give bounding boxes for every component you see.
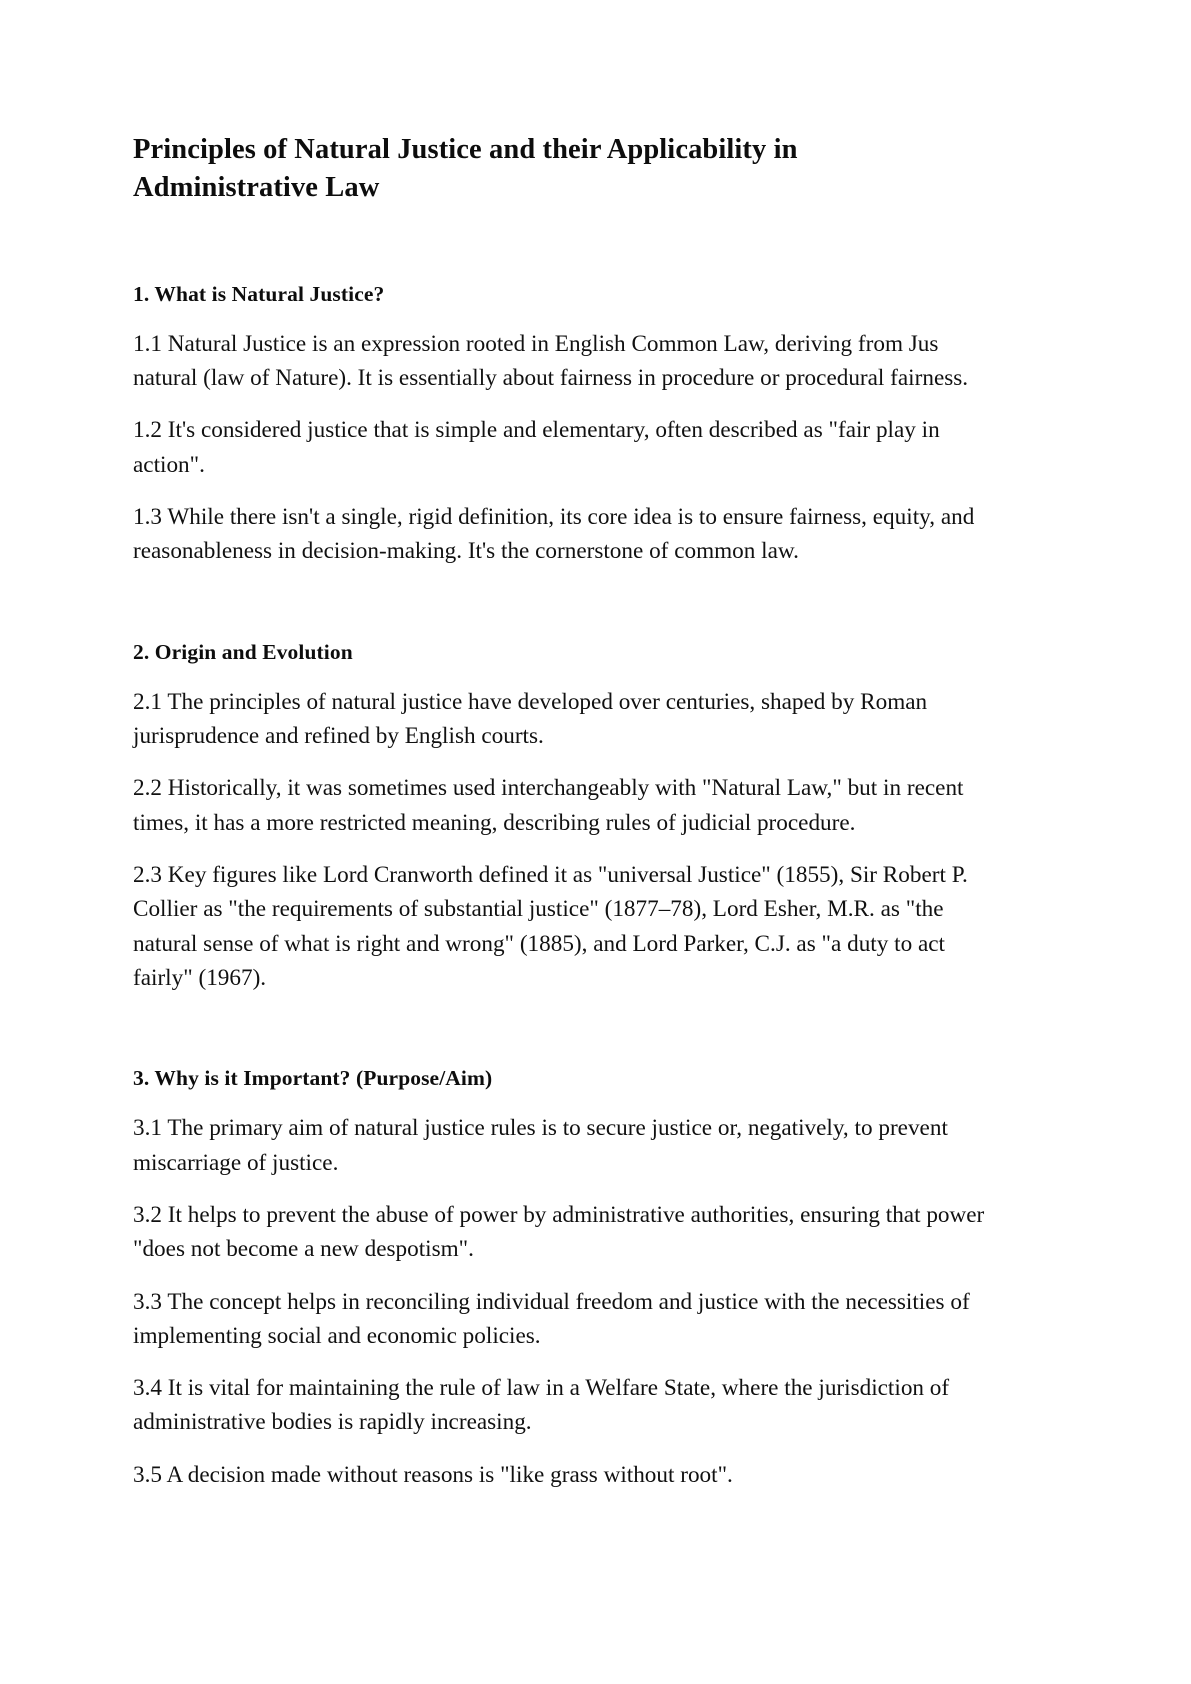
section-2-heading: 2. Origin and Evolution	[133, 639, 353, 664]
paragraph-3-3: 3.3 The concept helps in reconciling individual freedom and justice with the necessities of implementing social and economic policies.	[133, 1288, 970, 1349]
section-3-heading: 3. Why is it Important? (Purpose/Aim)	[133, 1066, 493, 1091]
paragraph-1-1: 1.1 Natural Justice is an expression rooted in English Common Law, deriving from Jus natural (law of Nature). It is essentially about fairness in procedure or procedural fairness.	[133, 330, 969, 392]
section-3	[133, 1065, 985, 1492]
paragraph-2-3: 2.3 Key figures like Lord Cranworth defined it as "universal Justice" (1855), Sir Robert P. Collier as "the requirements of substantial justice" (1877–78), Lord Esher, M.R. as "the natural sense of what is right and wrong" (1885), and Lord Parker, C.J. as "a duty to act fairly" (1967).	[133, 861, 968, 991]
paragraph-3-5: 3.5 A decision made without reasons is "like grass without root".	[133, 1461, 733, 1488]
paragraph-2-1: 2.1 The principles of natural justice have developed over centuries, shaped by Roman jurisprudence and refined by English courts.	[133, 688, 928, 749]
paragraph-3-4: 3.4 It is vital for maintaining the rule of law in a Welfare State, where the jurisdiction of administrative bodies is rapidly increasing.	[133, 1375, 950, 1436]
paragraph-3-1: 3.1 The primary aim of natural justice rules is to secure justice or, negatively, to prevent miscarriage of justice.	[133, 1115, 948, 1176]
section-1	[133, 281, 985, 569]
paragraph-2-2: 2.2 Historically, it was sometimes used interchangeably with "Natural Law," but in recent times, it has a more restricted meaning, describing rules of judicial procedure.	[133, 775, 964, 836]
paragraph-1-3: 1.3 While there isn't a single, rigid definition, its core idea is to ensure fairness, equity, and reasonableness in decision-making. It's the cornerstone of common law.	[133, 504, 975, 565]
title-spacer	[133, 207, 985, 281]
section-1-heading: 1. What is Natural Justice?	[133, 281, 385, 306]
paragraph-3-2: 3.2 It helps to prevent the abuse of power by administrative authorities, ensuring that power "does not become a new despotism".	[133, 1201, 985, 1263]
paragraph-1-2: 1.2 It's considered justice that is simple and elementary, often described as "fair play in action".	[133, 417, 940, 478]
section-2	[133, 639, 985, 996]
section-spacer-2	[133, 995, 985, 1065]
section-spacer-1	[133, 569, 985, 639]
page-title: Principles of Natural Justice and their Applicability in Administrative Law	[133, 134, 798, 203]
